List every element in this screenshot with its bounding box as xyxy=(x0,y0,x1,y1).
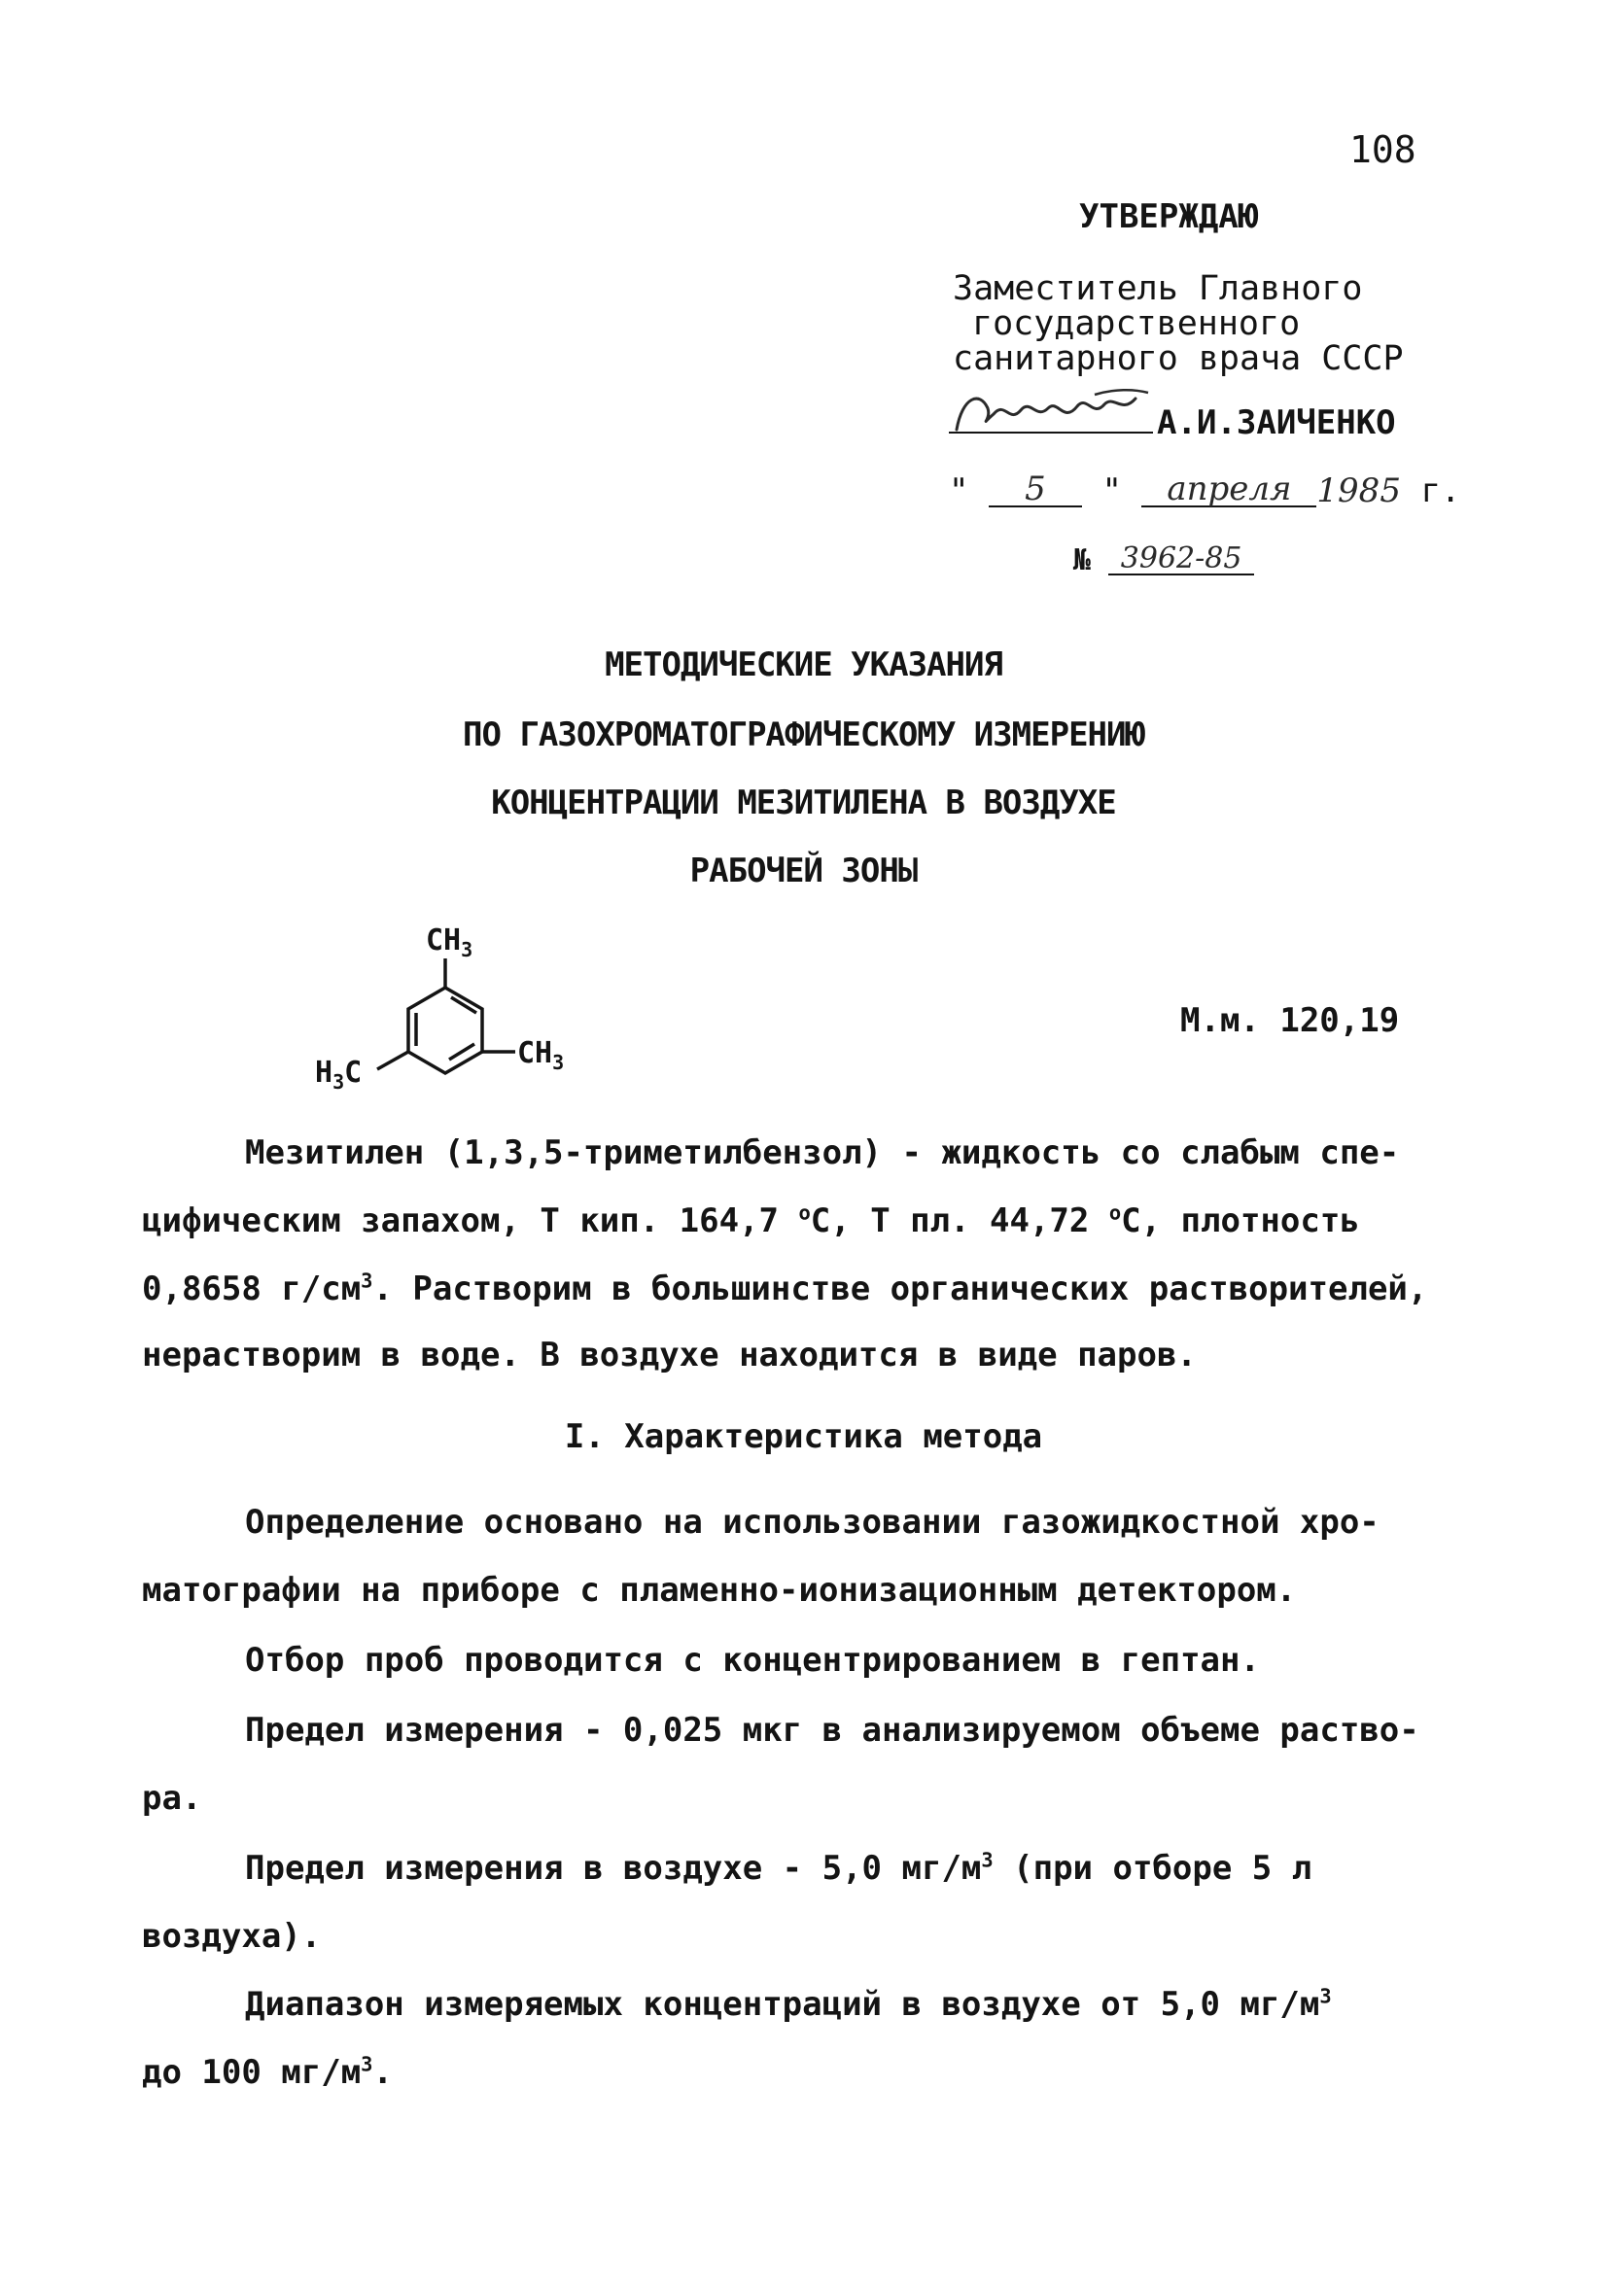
methyl-left xyxy=(315,1056,362,1094)
date-mid-quote: " xyxy=(1101,471,1122,510)
section-1-p5-line-2 xyxy=(142,2053,393,2092)
intro-line-2-part-1: цифическим запахом, Т кип. 164,7 xyxy=(142,1201,799,1240)
title-line-3: КОНЦЕНТРАЦИИ МЕЗИТИЛЕНА В ВОЗДУХЕ xyxy=(491,783,1116,822)
title-line-4: РАБОЧЕЙ ЗОНЫ xyxy=(689,852,918,890)
title-line-1: МЕТОДИЧЕСКИЕ УКАЗАНИЯ xyxy=(605,645,1002,684)
approver-position-line-2: государственного xyxy=(972,304,1301,343)
date-suffix: г. xyxy=(1420,471,1461,510)
section-1-p1-line-2: матографии на приборе с пламенно-ионизационным детектором. xyxy=(142,1571,1297,1610)
date-month: апреля xyxy=(1141,472,1316,507)
molar-mass: М.м. 120,19 xyxy=(1180,1001,1400,1040)
methyl-top-label: CH xyxy=(426,923,462,957)
number-prefix: № xyxy=(1073,543,1092,577)
section-1-p4-line-2: воздуха). xyxy=(142,1917,322,1956)
intro-line-2-part-3: С, плотность xyxy=(1121,1201,1360,1240)
cubic-superscript: 3 xyxy=(361,1269,373,1293)
approver-position-line-1: Заместитель Главного xyxy=(953,269,1363,308)
methyl-right xyxy=(517,1036,564,1074)
section-1-p1-line-1: Определение основано на использовании газожидкостной хро- xyxy=(245,1503,1380,1542)
cubic-superscript-4: 3 xyxy=(361,2052,373,2076)
methyl-top-sub: 3 xyxy=(461,938,473,961)
signature xyxy=(949,385,1153,434)
mesitylene-structure xyxy=(309,918,581,1112)
approval-number xyxy=(1073,541,1254,577)
degree-sign-1: о xyxy=(798,1200,811,1225)
methyl-left-c: C xyxy=(344,1056,363,1090)
signature-scribble xyxy=(949,385,1153,435)
section-1-p5-part-3: . xyxy=(372,2053,393,2092)
intro-line-2 xyxy=(142,1201,1360,1240)
methyl-right-label: CH xyxy=(517,1036,553,1070)
intro-line-1: Мезитилен (1,3,5-триметилбензол) - жидкость со слабым спе- xyxy=(245,1133,1400,1172)
page-number: 108 xyxy=(1349,128,1416,171)
section-1-p2: Отбор проб проводится с концентрированием в гептан. xyxy=(245,1641,1260,1680)
section-1-p4-part-1: Предел измерения в воздухе - 5,0 мг/м xyxy=(245,1849,982,1888)
date-open-quote: " xyxy=(949,471,969,510)
section-1-p4-part-2: (при отборе 5 л xyxy=(993,1849,1312,1888)
number-value: 3962-85 xyxy=(1108,544,1254,575)
methyl-right-sub: 3 xyxy=(552,1051,565,1074)
section-1-p5-part-1: Диапазон измеряемых концентраций в воздухе от 5,0 мг/м xyxy=(245,1985,1320,2024)
cubic-superscript-2: 3 xyxy=(981,1848,994,1872)
methyl-top xyxy=(426,923,472,961)
cubic-superscript-3: 3 xyxy=(1319,1984,1332,2008)
section-1-p5-line-1 xyxy=(245,1985,1332,2024)
date-day: 5 xyxy=(989,472,1082,507)
section-1-p3-line-2: ра. xyxy=(142,1779,202,1818)
title-line-2: ПО ГАЗОХРОМАТОГРАФИЧЕСКОМУ ИЗМЕРЕНИЮ xyxy=(463,715,1144,754)
section-1-p4-line-1 xyxy=(245,1849,1311,1888)
approver-position-line-3: санитарного врача СССР xyxy=(953,339,1404,378)
methyl-left-h: H xyxy=(315,1056,333,1090)
approval-stamp: УТВЕРЖДАЮ xyxy=(1079,197,1259,236)
intro-line-4: нерастворим в воде. В воздухе находится в виде паров. xyxy=(142,1336,1197,1374)
intro-line-3 xyxy=(142,1270,1427,1308)
degree-sign-2: о xyxy=(1108,1200,1122,1225)
methyl-left-sub: 3 xyxy=(332,1070,345,1094)
section-1-p5-part-2: до 100 мг/м xyxy=(142,2053,362,2092)
approval-date xyxy=(949,470,1461,510)
intro-line-2-part-2: С, Т пл. 44,72 xyxy=(810,1201,1109,1240)
section-1-heading: I. Характеристика метода xyxy=(564,1417,1043,1456)
intro-line-3-part-2: . Растворим в большинстве органических растворителей, xyxy=(372,1270,1428,1308)
intro-line-3-part-1: 0,8658 г/см xyxy=(142,1270,362,1308)
approver-name: А.И.ЗАИЧЕНКО xyxy=(1157,403,1396,442)
date-year: 1985 xyxy=(1316,471,1401,510)
section-1-p3-line-1: Предел измерения - 0,025 мкг в анализируемом объеме раство- xyxy=(245,1711,1419,1750)
